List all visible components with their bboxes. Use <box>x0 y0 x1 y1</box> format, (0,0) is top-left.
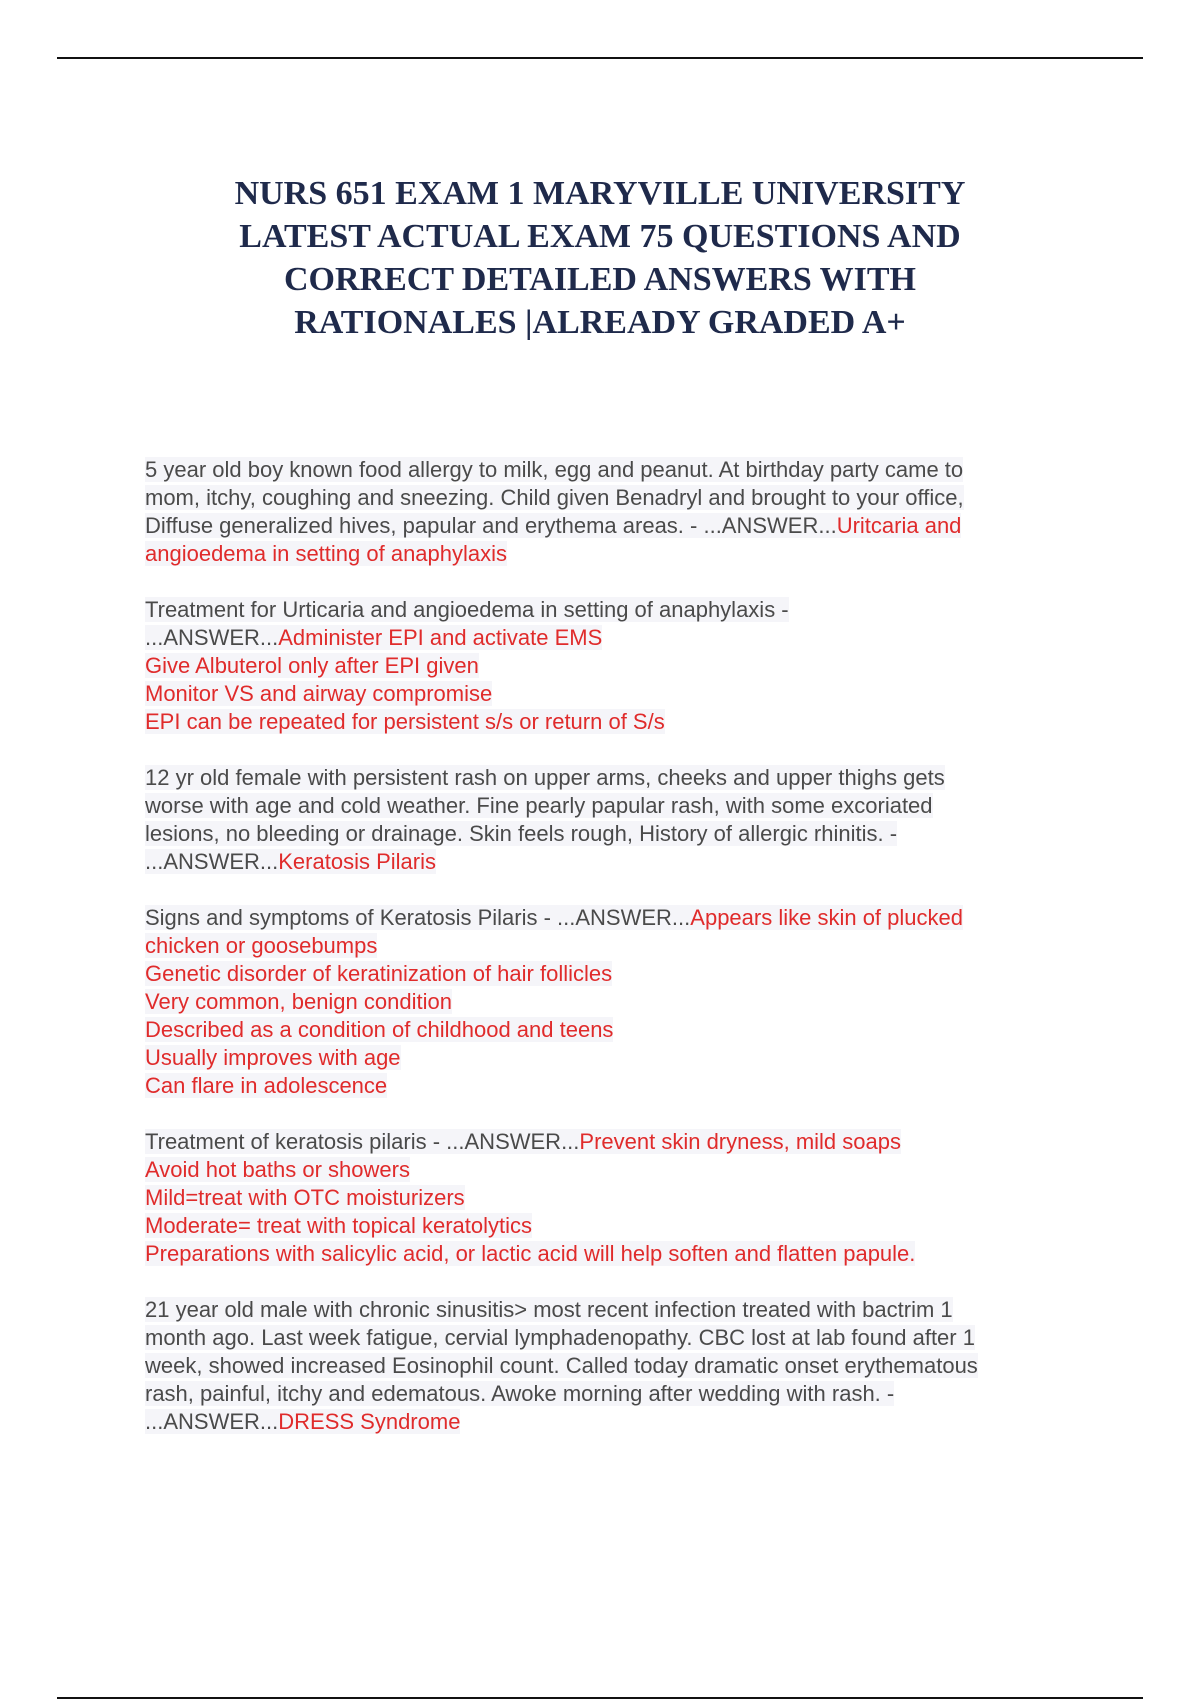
answer-text: Administer EPI and activate EMS <box>278 625 603 650</box>
document-title <box>160 172 1040 344</box>
bottom-rule <box>57 1697 1143 1699</box>
answer-line: Monitor VS and airway compromise <box>145 681 493 706</box>
answer-line: Preparations with salicylic acid, or lactic acid will help soften and flatten papule. <box>145 1241 916 1266</box>
question-line: 21 year old male with chronic sinusitis> most recent infection treated with bactrim 1 <box>145 1297 953 1322</box>
qa-item <box>145 596 1075 736</box>
answer-line: Genetic disorder of keratinization of hair follicles <box>145 961 613 986</box>
answer-text: DRESS Syndrome <box>278 1409 461 1434</box>
qa-item <box>145 456 1075 568</box>
question-text: Signs and symptoms of Keratosis Pilaris - ...ANSWER... <box>145 905 691 930</box>
answer-line: Can flare in adolescence <box>145 1073 388 1098</box>
question-text: ...ANSWER... <box>145 849 279 874</box>
question-line: mom, itchy, coughing and sneezing. Child given Benadryl and brought to your office, <box>145 485 964 510</box>
top-rule <box>57 57 1143 59</box>
qa-content <box>145 456 1075 1464</box>
answer-line: angioedema in setting of anaphylaxis <box>145 541 508 566</box>
question-line: rash, painful, itchy and edematous. Awoke morning after wedding with rash. - <box>145 1381 895 1406</box>
question-answer-line <box>145 1128 1075 1156</box>
question-text: Diffuse generalized hives, papular and erythema areas. - ...ANSWER... <box>145 513 837 538</box>
title-line: NURS 651 EXAM 1 MARYVILLE UNIVERSITY <box>234 175 966 212</box>
question-line: week, showed increased Eosinophil count. Called today dramatic onset erythematous <box>145 1353 978 1378</box>
answer-text: Prevent skin dryness, mild soaps <box>579 1129 901 1154</box>
qa-item <box>145 764 1075 876</box>
answer-line: Very common, benign condition <box>145 989 452 1014</box>
title-line: CORRECT DETAILED ANSWERS WITH <box>283 261 916 298</box>
answer-line: Give Albuterol only after EPI given <box>145 653 479 678</box>
answer-text: Keratosis Pilaris <box>278 849 436 874</box>
qa-item <box>145 904 1075 1100</box>
question-text: ...ANSWER... <box>145 625 279 650</box>
question-line: worse with age and cold weather. Fine pearly papular rash, with some excoriated <box>145 793 933 818</box>
answer-line: Described as a condition of childhood and teens <box>145 1017 614 1042</box>
question-line: lesions, no bleeding or drainage. Skin feels rough, History of allergic rhinitis. - <box>145 821 898 846</box>
answer-line: chicken or goosebumps <box>145 933 378 958</box>
answer-line: Mild=treat with OTC moisturizers <box>145 1185 465 1210</box>
question-answer-line <box>145 904 1075 932</box>
answer-text: Appears like skin of plucked <box>690 905 963 930</box>
question-answer-line <box>145 512 1075 540</box>
question-answer-line <box>145 848 1075 876</box>
question-line: 12 yr old female with persistent rash on upper arms, cheeks and upper thighs gets <box>145 765 945 790</box>
question-text: ...ANSWER... <box>145 1409 279 1434</box>
question-line: month ago. Last week fatigue, cervial lymphadenopathy. CBC lost at lab found after 1 <box>145 1325 975 1350</box>
question-answer-line <box>145 624 1075 652</box>
question-answer-line <box>145 1408 1075 1436</box>
title-line: LATEST ACTUAL EXAM 75 QUESTIONS AND <box>239 218 961 255</box>
answer-line: Usually improves with age <box>145 1045 401 1070</box>
question-line: Treatment for Urticaria and angioedema in setting of anaphylaxis - <box>145 597 789 622</box>
qa-item <box>145 1296 1075 1436</box>
answer-line: Moderate= treat with topical keratolytics <box>145 1213 533 1238</box>
qa-item <box>145 1128 1075 1268</box>
title-line: RATIONALES |ALREADY GRADED A+ <box>294 304 906 341</box>
question-line: 5 year old boy known food allergy to milk, egg and peanut. At birthday party came to <box>145 457 964 482</box>
answer-line: EPI can be repeated for persistent s/s or return of S/s <box>145 709 665 734</box>
answer-text: Uritcaria and <box>836 513 962 538</box>
question-text: Treatment of keratosis pilaris - ...ANSWER... <box>145 1129 580 1154</box>
answer-line: Avoid hot baths or showers <box>145 1157 410 1182</box>
